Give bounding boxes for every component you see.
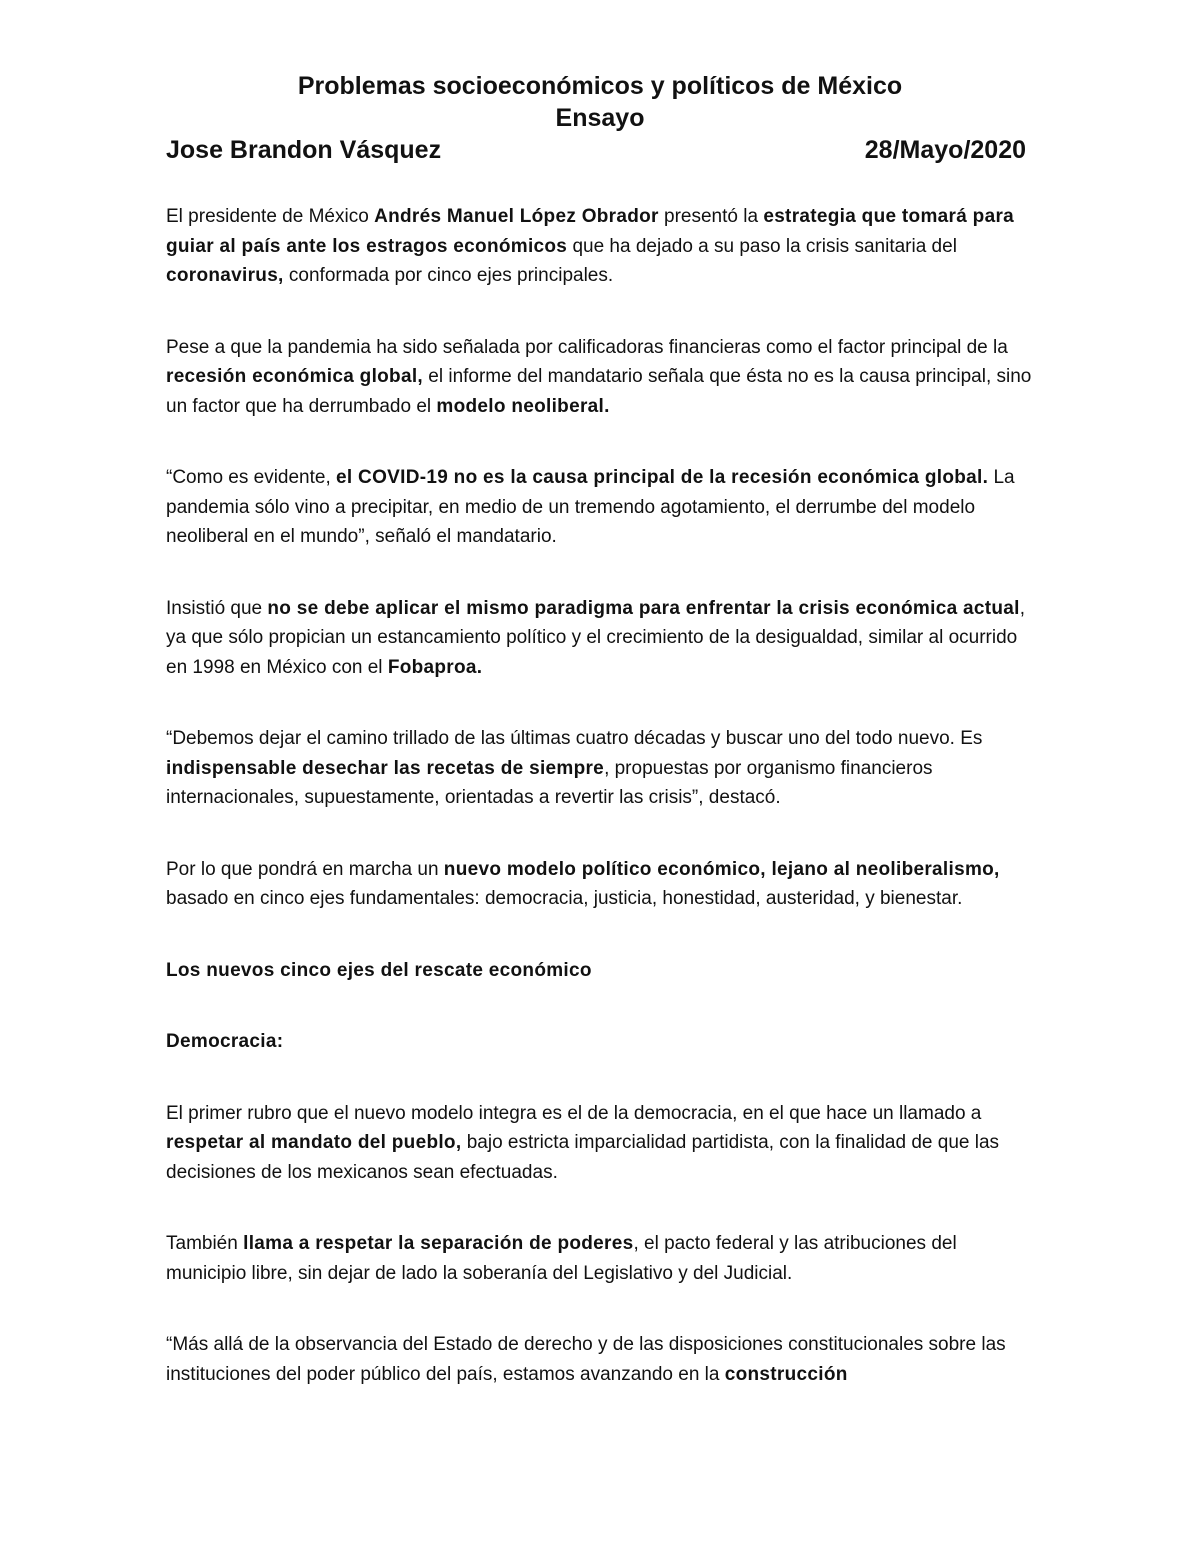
bold-text: respetar al mandato del pueblo,	[166, 1132, 462, 1153]
text-run: , propuestas por organismo financieros internacionales, supuestamente, orientadas a revertir las crisis”, destacó.	[166, 757, 933, 808]
text-run: el informe del mandatario señala que ésta no es la causa principal, sino un factor que ha derrumbado el	[166, 366, 1032, 417]
text-run: La pandemia sólo vino a precipitar, en medio de un tremendo agotamiento, el derrumbe del modelo neoliberal en el mundo”, señaló el mandatario.	[166, 467, 1015, 547]
text-run: Insistió que	[166, 597, 268, 619]
bold-text: nuevo modelo político económico, lejano al neoliberalismo,	[443, 858, 1000, 880]
text-run: “Más allá de la observancia del Estado de derecho y de las disposiciones constitucionales sobre las instituciones del poder público del país, estamos avanzando en la	[166, 1334, 1006, 1385]
bold-text: modelo neoliberal.	[436, 395, 610, 417]
body-paragraph	[166, 1229, 1036, 1288]
text-run: El primer rubro que el nuevo modelo integra es el de la democracia, en el que hace un llamado a	[166, 1102, 982, 1124]
body-paragraph	[166, 724, 1036, 813]
text-run: bajo estricta imparcialidad partidista, con la finalidad de que las decisiones de los mexicanos sean efectuadas.	[166, 1132, 1000, 1183]
bold-text: Fobaproa.	[387, 656, 483, 678]
author-name: Jose Brandon Vásquez	[166, 136, 442, 164]
bold-text: estrategia que tomará para guiar al país ante los estragos económicos	[166, 206, 1014, 257]
text-run: También	[166, 1233, 244, 1254]
document-body	[166, 202, 1036, 1431]
paragraph-group-intro	[166, 202, 1036, 914]
bold-text: coronavirus,	[166, 265, 284, 286]
bold-text: no se debe aplicar el mismo paradigma para enfrentar la crisis económica actual	[267, 597, 1020, 619]
bold-text: indispensable desechar las recetas de siempre	[166, 757, 605, 779]
body-paragraph	[166, 1330, 1036, 1389]
bold-text: recesión económica global,	[166, 366, 423, 387]
subsection-heading: Democracia:	[166, 1031, 284, 1052]
text-run: conformada por cinco ejes principales.	[283, 265, 614, 286]
text-run: El presidente de México	[166, 206, 375, 227]
body-paragraph	[166, 333, 1036, 422]
text-run: , el pacto federal y las atribuciones del municipio libre, sin dejar de lado la soberanía del Legislativo y del Judicial.	[166, 1233, 957, 1284]
bold-text: construcción	[724, 1363, 848, 1385]
bold-text: el COVID-19 no es la causa principal de la recesión económica global.	[336, 467, 989, 488]
bold-text: llama a respetar la separación de poderes	[243, 1233, 634, 1254]
section-heading: Los nuevos cinco ejes del rescate económico	[166, 959, 592, 981]
text-run: Por lo que pondrá en marcha un	[166, 858, 444, 880]
body-paragraph	[166, 594, 1036, 683]
text-run: que ha dejado a su paso la crisis sanitaria del	[567, 235, 957, 257]
text-run: , ya que sólo propician un estancamiento político y el crecimiento de la desigualdad, similar al ocurrido en 1998 en México con el	[166, 597, 1026, 678]
text-run: Pese a que la pandemia ha sido señalada por calificadoras financieras como el factor principal de la	[166, 336, 1008, 358]
document-subtitle: Ensayo	[555, 104, 645, 132]
text-run: “Como es evidente,	[166, 467, 337, 488]
text-run: “Debemos dejar el camino trillado de las últimas cuatro décadas y buscar uno del todo nuevo. Es	[166, 728, 983, 749]
body-paragraph	[166, 855, 1036, 914]
document-date: 28/Mayo/2020	[864, 136, 1026, 164]
bold-text: Andrés Manuel López Obrador	[374, 206, 659, 227]
body-paragraph	[166, 1099, 1036, 1188]
body-paragraph	[166, 202, 1036, 291]
paragraph-group-democracia	[166, 1099, 1036, 1390]
body-paragraph	[166, 463, 1036, 552]
text-run: presentó la	[658, 206, 764, 227]
text-run: basado en cinco ejes fundamentales: democracia, justicia, honestidad, austeridad, y bienestar.	[166, 888, 963, 909]
document-title: Problemas socioeconómicos y políticos de México	[297, 72, 903, 100]
